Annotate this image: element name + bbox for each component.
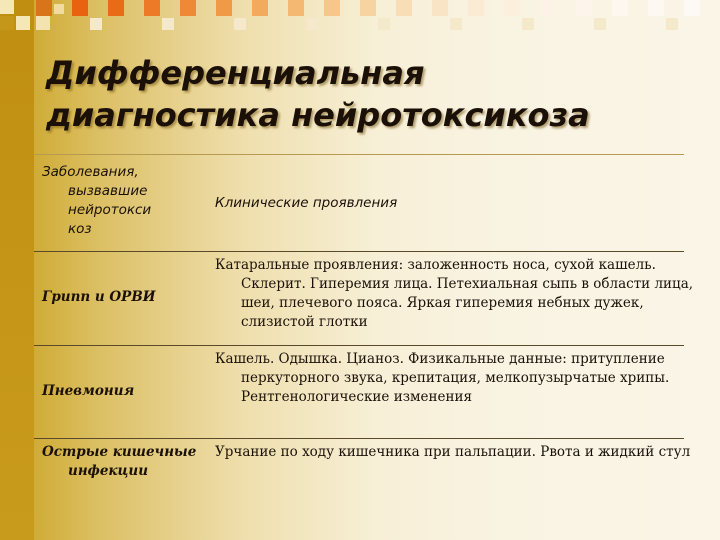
table-row bbox=[34, 438, 691, 489]
disease-name: Пневмония bbox=[42, 383, 135, 399]
decorative-square bbox=[216, 0, 232, 16]
decorative-square bbox=[594, 18, 606, 30]
decorative-square bbox=[36, 16, 50, 30]
disease-name: Острые кишечные инфекции bbox=[42, 444, 197, 479]
decorative-square bbox=[648, 0, 664, 16]
decorative-square bbox=[432, 0, 448, 16]
table-header-row bbox=[34, 155, 684, 252]
decorative-square bbox=[252, 0, 268, 16]
decorative-square bbox=[72, 0, 88, 16]
clinical-description: Кашель. Одышка. Цианоз. Физикальные данные: притупление перкуторного звука, крепитация, мелкопузырчатые хрипы. Рентгенологические изменения bbox=[215, 351, 670, 405]
decorative-square bbox=[144, 0, 160, 16]
header-clinical: Клинические проявления bbox=[215, 195, 398, 211]
decorative-square bbox=[378, 18, 390, 30]
decorative-square bbox=[522, 18, 534, 30]
decorative-side-strip bbox=[0, 0, 34, 540]
decorative-square bbox=[468, 0, 484, 16]
clinical-description: Урчание по ходу кишечника при пальпации. Рвота и жидкий стул bbox=[215, 444, 691, 460]
header-diseases: Заболевания, вызвавшие нейротокси коз bbox=[42, 164, 152, 237]
clinical-description: Катаральные проявления: заложенность носа, сухой кашель. Склерит. Гиперемия лица. Петехиальная сыпь в области лица, шеи, плечевого пояса. Яркая гиперемия небных дужек, слизистой глотки bbox=[215, 257, 694, 330]
decorative-square bbox=[36, 0, 52, 16]
decorative-square bbox=[450, 18, 462, 30]
decorative-squares bbox=[0, 0, 720, 36]
decorative-square bbox=[576, 0, 592, 16]
decorative-square bbox=[162, 18, 174, 30]
decorative-square bbox=[180, 0, 196, 16]
decorative-square bbox=[234, 18, 246, 30]
decorative-square bbox=[90, 18, 102, 30]
title-line-2: диагностика нейротоксикоза bbox=[46, 96, 590, 134]
decorative-square bbox=[504, 0, 520, 16]
decorative-square bbox=[360, 0, 376, 16]
table-row bbox=[34, 345, 684, 439]
decorative-square bbox=[16, 16, 30, 30]
decorative-square bbox=[54, 4, 64, 14]
decorative-square bbox=[666, 18, 678, 30]
differential-table bbox=[34, 154, 694, 489]
decorative-square bbox=[540, 0, 556, 16]
decorative-square bbox=[324, 0, 340, 16]
decorative-square bbox=[0, 16, 14, 30]
decorative-square bbox=[306, 18, 318, 30]
decorative-square bbox=[288, 0, 304, 16]
table-row bbox=[34, 251, 694, 346]
decorative-square bbox=[396, 0, 412, 16]
decorative-square bbox=[0, 0, 14, 14]
title-line-1: Дифференциальная bbox=[46, 54, 425, 92]
slide-title bbox=[46, 52, 706, 136]
disease-name: Грипп и ОРВИ bbox=[42, 289, 156, 305]
decorative-square bbox=[612, 0, 628, 16]
decorative-square bbox=[108, 0, 124, 16]
decorative-square bbox=[684, 0, 700, 16]
